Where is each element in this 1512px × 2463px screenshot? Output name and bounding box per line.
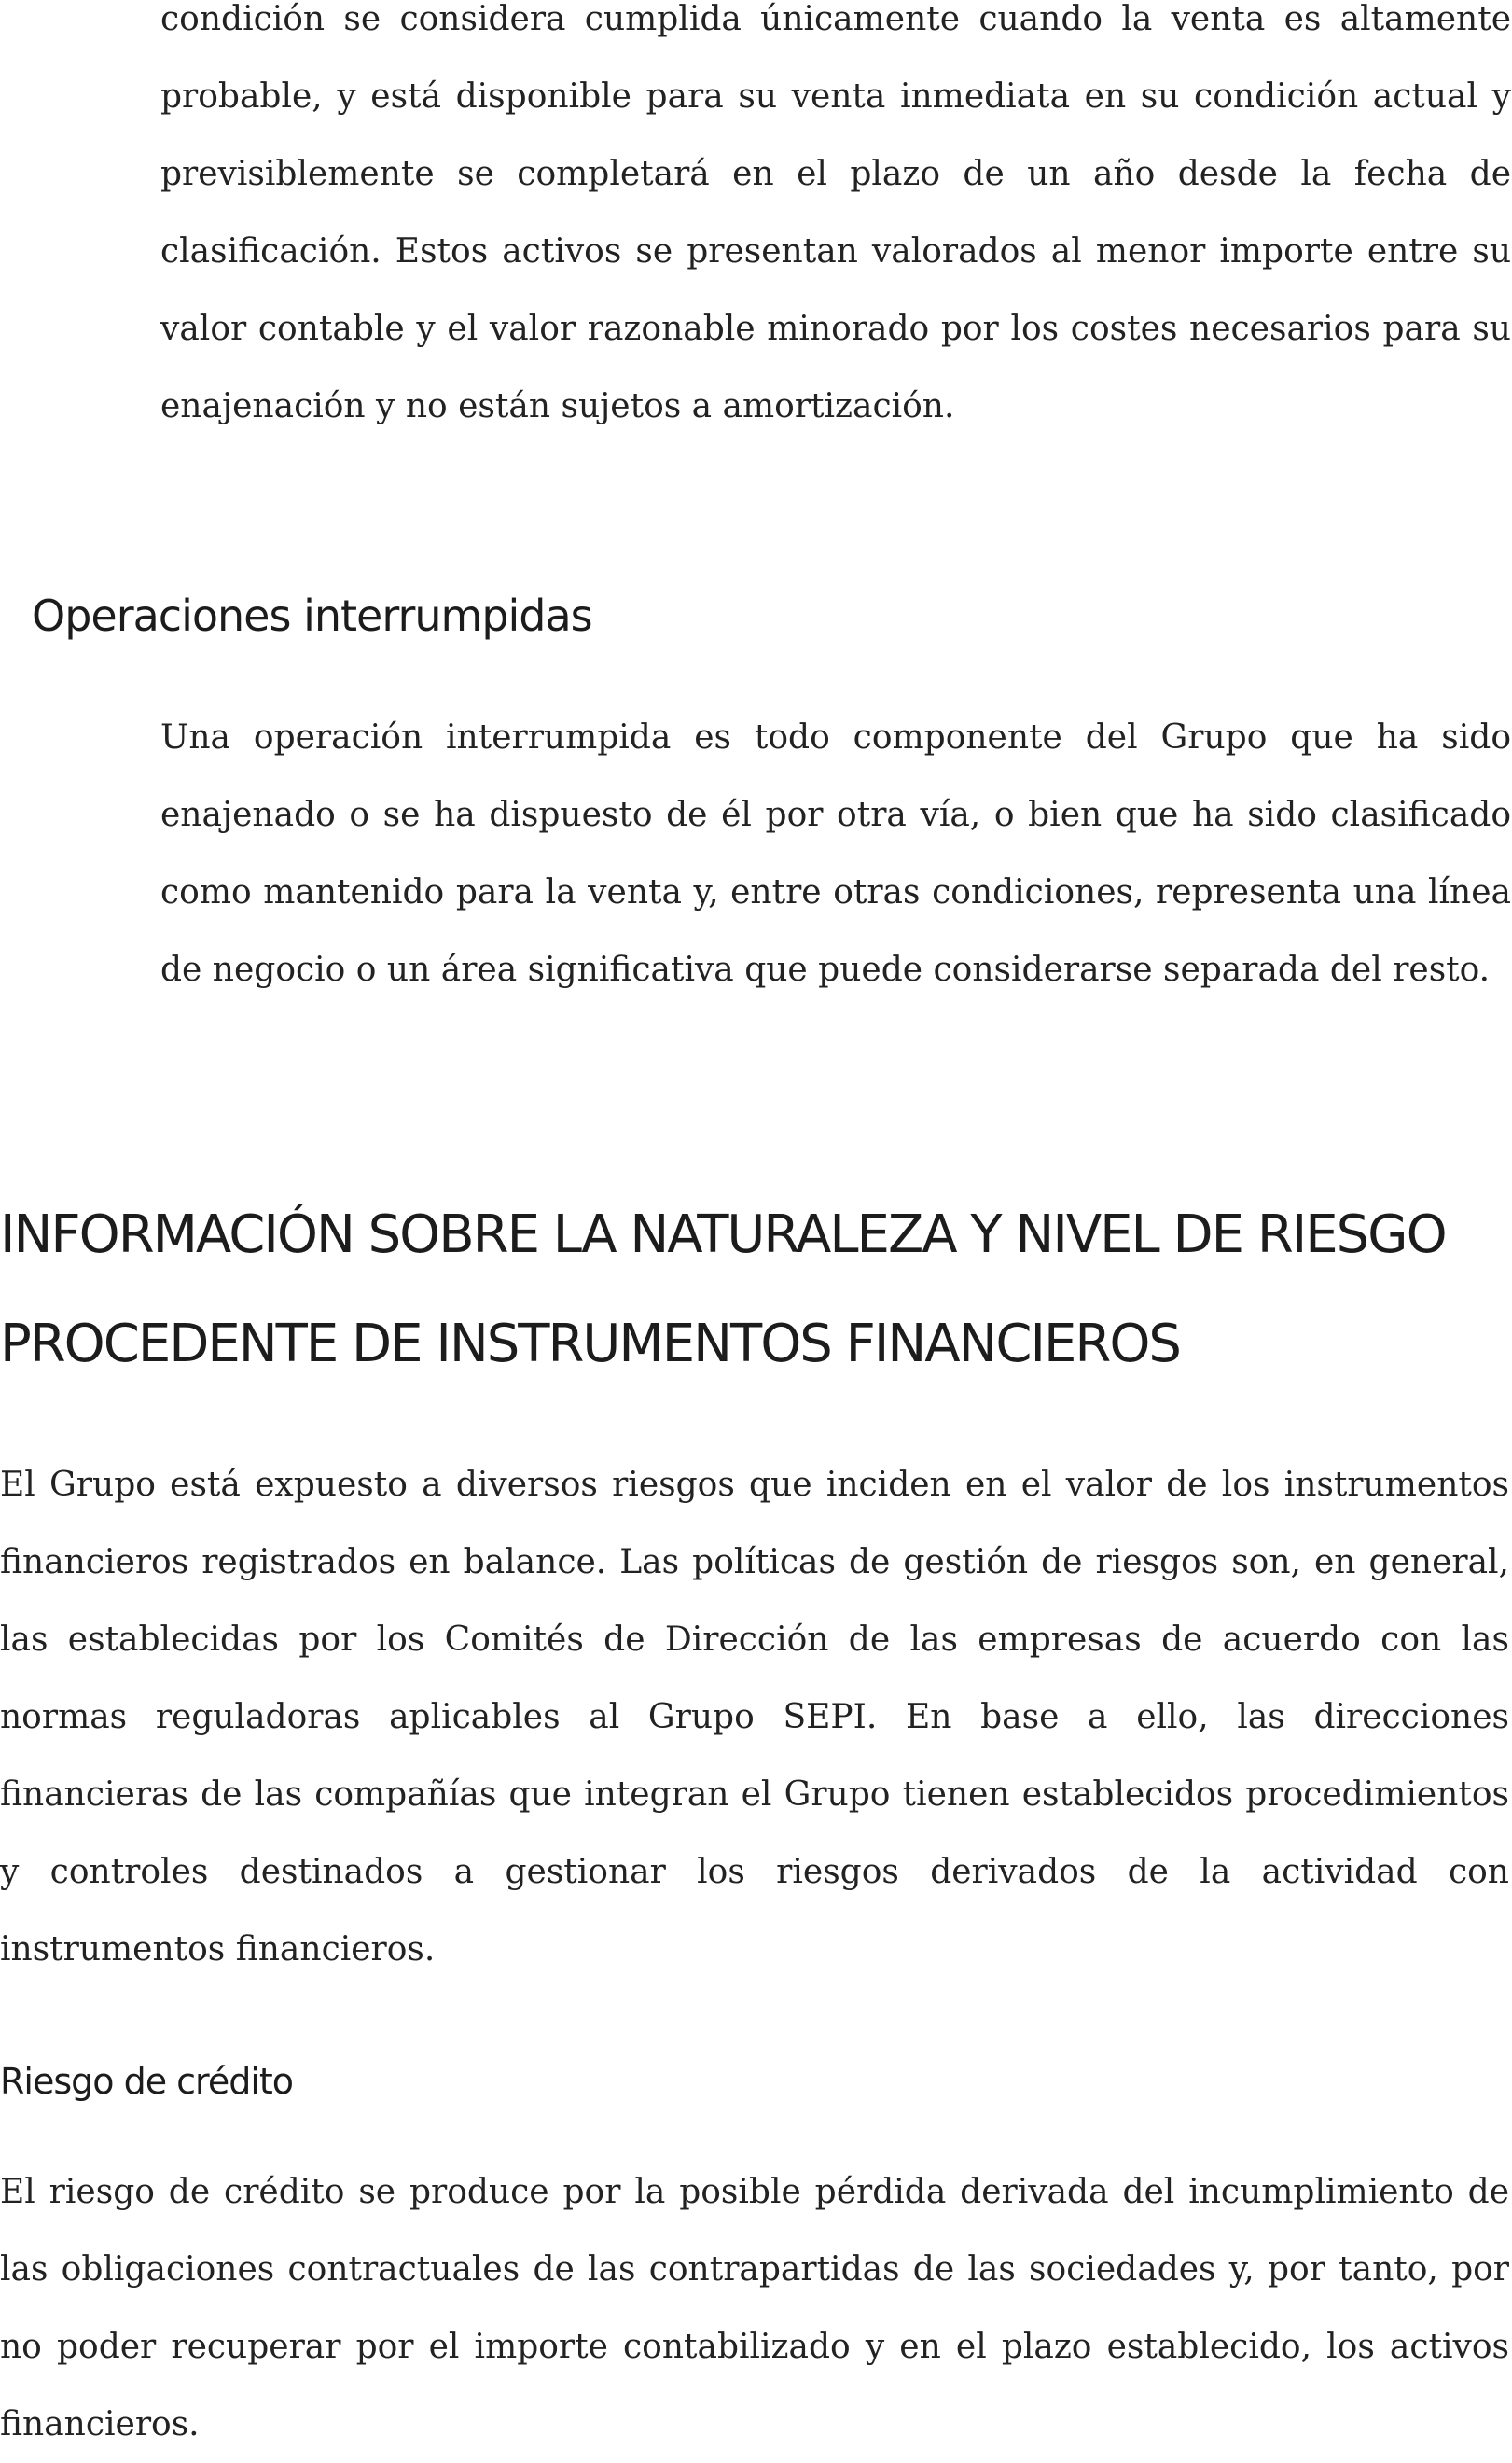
heading-informacion-riesgo: INFORMACIÓN SOBRE LA NATURALEZA Y NIVEL DE RIESGO PROCEDENTE DE INSTRUMENTOS FINANCIEROS <box>0 1204 1446 1374</box>
paragraph-riesgo-credito: El riesgo de crédito se produce por la posible pérdida derivada del incumplimiento de las obligaciones contractuales de las contrapartidas de las sociedades y, por tanto, por no poder recuperar por el importe contabilizado y en el plazo establecido, los activos financieros. <box>0 2173 1509 2443</box>
heading-riesgo-credito: Riesgo de crédito <box>0 2061 294 2102</box>
paragraph-operacion-interrumpida: Una operación interrumpida es todo componente del Grupo que ha sido enajenado o se ha dispuesto de él por otra vía, o bien que ha sido clasificado como mantenido para la venta y, entre otras condiciones, representa una línea de negocio o un área significativa que puede considerarse separada del resto. <box>160 718 1511 989</box>
heading-operaciones-interrumpidas: Operaciones interrumpidas <box>32 591 592 641</box>
paragraph-activos-mantenidos-venta: condición se considera cumplida únicamente cuando la venta es altamente probable, y está disponible para su venta inmediata en su condición actual y previsiblemente se completará en el plazo de un año desde la fecha de clasificación. Estos activos se presentan valorados al menor importe entre su valor contable y el valor razonable minorado por los costes necesarios para su enajenación y no están sujetos a amortización. <box>160 0 1511 425</box>
paragraph-grupo-expuesto-riesgos: El Grupo está expuesto a diversos riesgos que inciden en el valor de los instrumentos financieros registrados en balance. Las políticas de gestión de riesgos son, en general, las establecidas por los Comités de Dirección de las empresas de acuerdo con las normas reguladoras aplicables al Grupo SEPI. En base a ello, las direcciones financieras de las compañías que integran el Grupo tienen establecidos procedimientos y controles destinados a gestionar los riesgos derivados de la actividad con instrumentos financieros. <box>0 1466 1509 1969</box>
